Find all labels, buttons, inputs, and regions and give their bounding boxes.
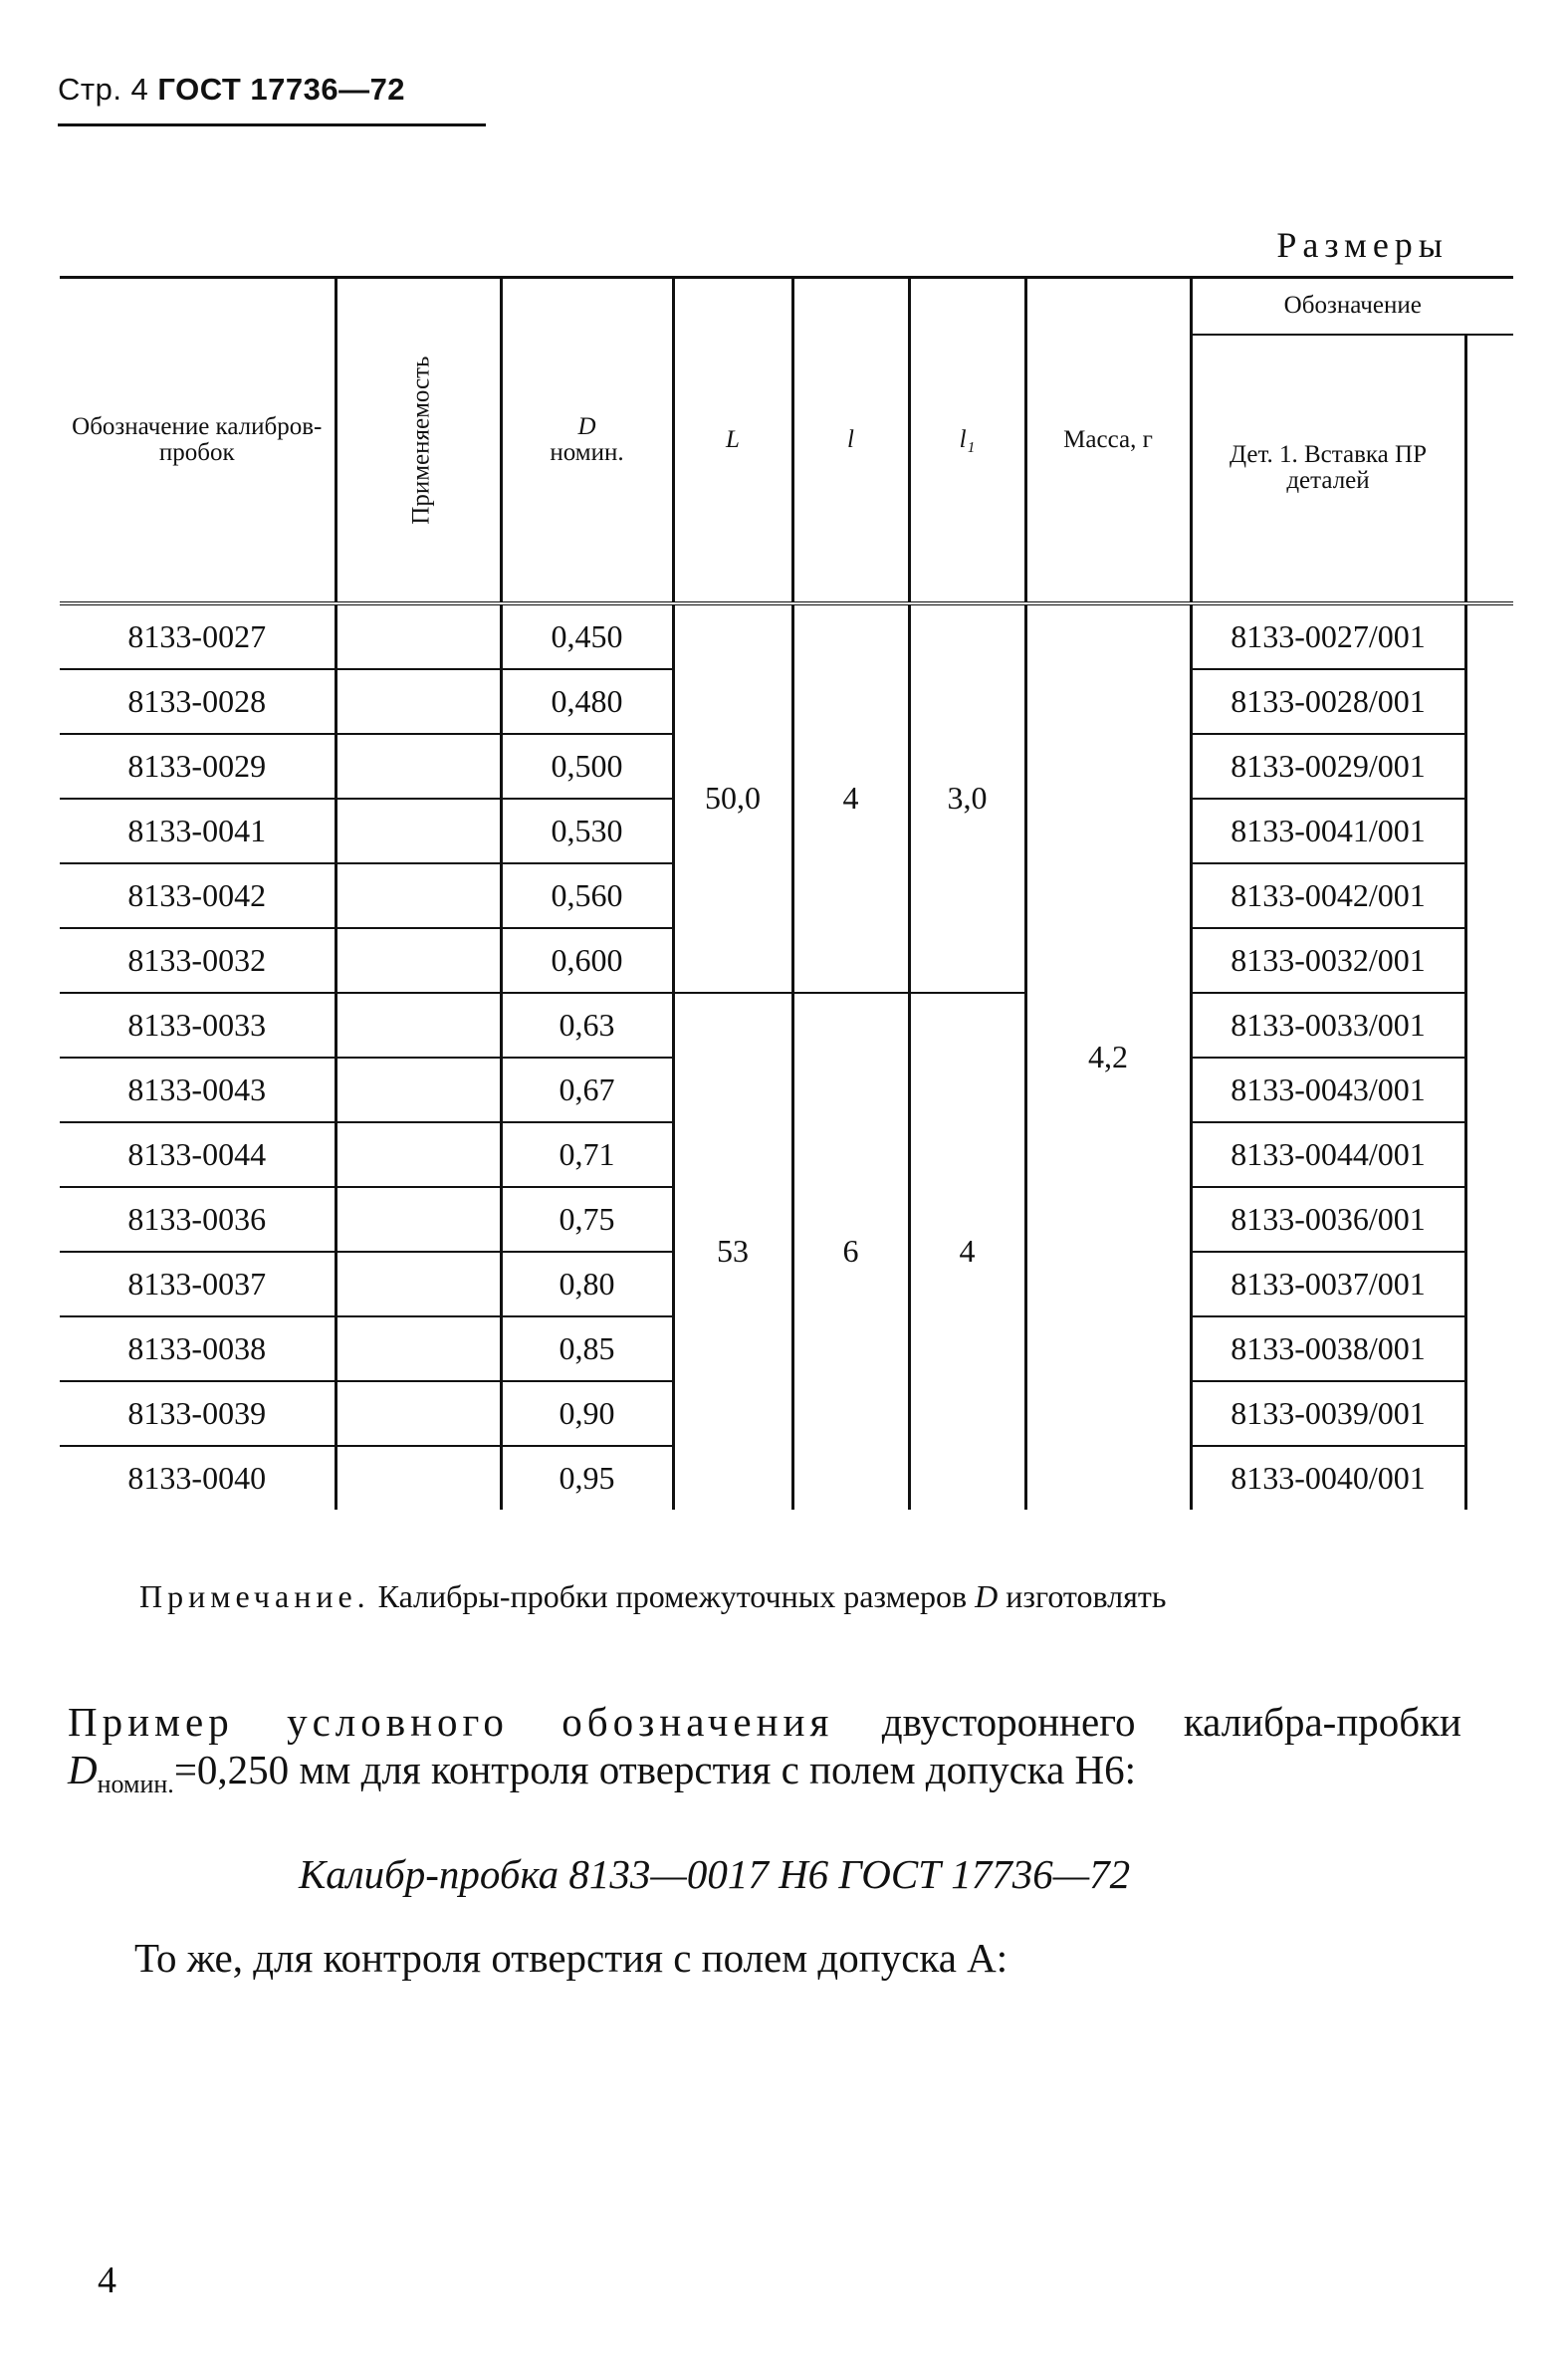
cell-part	[1191, 1187, 1465, 1252]
cell-applicability	[336, 1381, 501, 1446]
cell-l1	[909, 993, 1025, 1510]
cell-part	[1191, 863, 1465, 928]
cell-part-text: 8133-0041/001	[1231, 812, 1426, 848]
col-header-l: l	[792, 278, 909, 603]
cell-d-nom-text: 0,67	[559, 1070, 615, 1107]
cell-d-nom-text: 0,600	[551, 941, 623, 978]
cell-applicability	[336, 603, 501, 669]
cell-code-text: 8133-0040	[127, 1459, 267, 1496]
cell-code-text: 8133-0037	[127, 1265, 267, 1302]
col-header-applicability: Применяемость	[336, 278, 501, 603]
example-paragraph	[68, 1698, 1461, 1808]
cell-code	[60, 669, 336, 734]
table-note	[139, 1578, 1166, 1615]
cell-applicability	[336, 863, 501, 928]
cell-l1	[909, 603, 1025, 993]
cell-extra	[1465, 863, 1513, 928]
note-symbol: D	[975, 1578, 999, 1614]
cell-code	[60, 1316, 336, 1381]
cell-L-text: 50,0	[705, 780, 761, 816]
cell-L	[673, 603, 792, 993]
cell-code	[60, 1187, 336, 1252]
table-row	[60, 603, 1513, 669]
cell-code	[60, 1252, 336, 1316]
cell-part	[1191, 799, 1465, 863]
table-row	[60, 993, 1513, 1058]
cell-d-nom-text: 0,71	[559, 1135, 615, 1172]
cell-d-nom	[501, 1252, 673, 1316]
cell-l	[792, 993, 909, 1510]
cell-code	[60, 993, 336, 1058]
cell-code	[60, 928, 336, 993]
col-header-d-nom: D номин.	[501, 278, 673, 603]
cell-code-text: 8133-0028	[127, 682, 267, 719]
cell-part-text: 8133-0032/001	[1231, 941, 1426, 978]
cell-extra	[1465, 1122, 1513, 1187]
cell-d-nom	[501, 1446, 673, 1510]
cell-l1-text: 3,0	[947, 780, 988, 816]
example-intro-tail: мм для контроля отверстия с полем допуска H6:	[299, 1747, 1137, 1792]
cell-d-nom	[501, 1381, 673, 1446]
cell-part-text: 8133-0027/001	[1231, 617, 1426, 654]
col-header-part1: Дет. 1. Вставка ПР деталей	[1191, 335, 1465, 603]
col-header-extra	[1465, 335, 1513, 603]
table-body	[60, 603, 1513, 1510]
dimensions-table	[60, 276, 1513, 1510]
example-d-symbol: D	[68, 1747, 98, 1792]
cell-applicability	[336, 669, 501, 734]
cell-d-nom	[501, 734, 673, 799]
cell-d-nom-text: 0,480	[551, 682, 623, 719]
cell-code	[60, 863, 336, 928]
cell-d-nom-text: 0,75	[559, 1200, 615, 1237]
col-header-mass: Масса, г	[1025, 278, 1191, 603]
cell-code-text: 8133-0029	[127, 747, 267, 784]
cell-code-text: 8133-0038	[127, 1329, 267, 1366]
header-rule	[58, 123, 486, 126]
cell-extra	[1465, 928, 1513, 993]
cell-applicability	[336, 1187, 501, 1252]
cell-applicability	[336, 1446, 501, 1510]
cell-extra	[1465, 1252, 1513, 1316]
cell-code-text: 8133-0027	[127, 617, 267, 654]
col-header-L: L	[673, 278, 792, 603]
cell-part	[1191, 1122, 1465, 1187]
cell-code-text: 8133-0043	[127, 1070, 267, 1107]
cell-d-nom	[501, 928, 673, 993]
cell-d-nom	[501, 1058, 673, 1122]
cell-d-nom-text: 0,90	[559, 1394, 615, 1431]
cell-mass	[1025, 603, 1191, 1510]
cell-part-text: 8133-0036/001	[1231, 1200, 1426, 1237]
example-designation: Калибр-пробка 8133—0017 H6 ГОСТ 17736—72	[299, 1851, 1131, 1897]
cell-part-text: 8133-0042/001	[1231, 876, 1426, 913]
cell-code	[60, 734, 336, 799]
cell-L	[673, 993, 792, 1510]
cell-d-nom-text: 0,530	[551, 812, 623, 848]
cell-part-text: 8133-0038/001	[1231, 1329, 1426, 1366]
example-intro-rest: двустороннего калибра-пробки	[881, 1699, 1462, 1745]
cell-part-text: 8133-0044/001	[1231, 1135, 1426, 1172]
cell-code-text: 8133-0041	[127, 812, 267, 848]
cell-part-text: 8133-0029/001	[1231, 747, 1426, 784]
cell-extra	[1465, 1316, 1513, 1381]
note-label: Примечание.	[139, 1578, 370, 1614]
table-caption: Размеры	[1276, 225, 1449, 265]
cell-part-text: 8133-0043/001	[1231, 1070, 1426, 1107]
cell-extra	[1465, 799, 1513, 863]
example-second: То же, для контроля отверстия с полем допуска А:	[134, 1935, 1008, 1981]
note-text-b: изготовлять	[1006, 1578, 1167, 1614]
cell-applicability	[336, 993, 501, 1058]
cell-part	[1191, 1058, 1465, 1122]
page-header	[58, 72, 405, 108]
cell-l	[792, 603, 909, 993]
cell-code-text: 8133-0044	[127, 1135, 267, 1172]
cell-d-nom-text: 0,85	[559, 1329, 615, 1366]
cell-extra	[1465, 603, 1513, 669]
col-header-l1: l₁	[909, 278, 1025, 603]
cell-applicability	[336, 1316, 501, 1381]
cell-part	[1191, 1252, 1465, 1316]
cell-l-text: 4	[842, 780, 859, 816]
cell-extra	[1465, 669, 1513, 734]
cell-d-nom	[501, 669, 673, 734]
cell-code-text: 8133-0042	[127, 876, 267, 913]
cell-d-nom	[501, 1187, 673, 1252]
cell-d-nom	[501, 863, 673, 928]
cell-extra	[1465, 1446, 1513, 1510]
col-header-designation: Обозначение калибров-пробок	[60, 278, 336, 603]
cell-code-text: 8133-0039	[127, 1394, 267, 1431]
cell-applicability	[336, 928, 501, 993]
cell-code-text: 8133-0033	[127, 1006, 267, 1043]
cell-part	[1191, 993, 1465, 1058]
example-d-value: =0,250	[173, 1747, 290, 1792]
cell-part	[1191, 1381, 1465, 1446]
cell-extra	[1465, 1381, 1513, 1446]
cell-code	[60, 1122, 336, 1187]
cell-part	[1191, 928, 1465, 993]
cell-d-nom	[501, 993, 673, 1058]
cell-d-nom	[501, 799, 673, 863]
note-text-a: Калибры-пробки промежуточных размеров	[377, 1578, 968, 1614]
cell-code-text: 8133-0036	[127, 1200, 267, 1237]
cell-applicability	[336, 1252, 501, 1316]
cell-d-nom-text: 0,560	[551, 876, 623, 913]
cell-applicability	[336, 734, 501, 799]
cell-d-nom-text: 0,500	[551, 747, 623, 784]
standard-number: ГОСТ 17736—72	[157, 72, 406, 107]
cell-l-text: 6	[842, 1233, 859, 1269]
cell-part	[1191, 669, 1465, 734]
cell-d-nom-text: 0,80	[559, 1265, 615, 1302]
page-label: Стр. 4	[58, 72, 149, 107]
cell-d-nom	[501, 1122, 673, 1187]
cell-code	[60, 1381, 336, 1446]
cell-extra	[1465, 1058, 1513, 1122]
cell-d-nom-text: 0,95	[559, 1459, 615, 1496]
cell-d-nom-text: 0,450	[551, 617, 623, 654]
cell-code-text: 8133-0032	[127, 941, 267, 978]
cell-applicability	[336, 1122, 501, 1187]
cell-part-text: 8133-0028/001	[1231, 682, 1426, 719]
cell-extra	[1465, 1187, 1513, 1252]
cell-code	[60, 603, 336, 669]
cell-mass-text: 4,2	[1088, 1039, 1128, 1074]
col-header-group-designation: Обозначение	[1191, 278, 1513, 335]
cell-code	[60, 799, 336, 863]
example-intro-spaced: Пример условного обозначения	[68, 1699, 834, 1745]
cell-part-text: 8133-0033/001	[1231, 1006, 1426, 1043]
example-d-sub: номин.	[97, 1770, 174, 1799]
cell-L-text: 53	[717, 1233, 749, 1269]
cell-extra	[1465, 993, 1513, 1058]
cell-part-text: 8133-0037/001	[1231, 1265, 1426, 1302]
cell-part	[1191, 734, 1465, 799]
cell-part-text: 8133-0039/001	[1231, 1394, 1426, 1431]
cell-applicability	[336, 1058, 501, 1122]
cell-code	[60, 1058, 336, 1122]
cell-part	[1191, 603, 1465, 669]
cell-part	[1191, 1446, 1465, 1510]
cell-part	[1191, 1316, 1465, 1381]
cell-d-nom-text: 0,63	[559, 1006, 615, 1043]
cell-extra	[1465, 734, 1513, 799]
cell-applicability	[336, 799, 501, 863]
cell-code	[60, 1446, 336, 1510]
cell-d-nom	[501, 603, 673, 669]
cell-part-text: 8133-0040/001	[1231, 1459, 1426, 1496]
cell-d-nom	[501, 1316, 673, 1381]
page-number: 4	[98, 2259, 116, 2301]
cell-l1-text: 4	[959, 1233, 976, 1269]
